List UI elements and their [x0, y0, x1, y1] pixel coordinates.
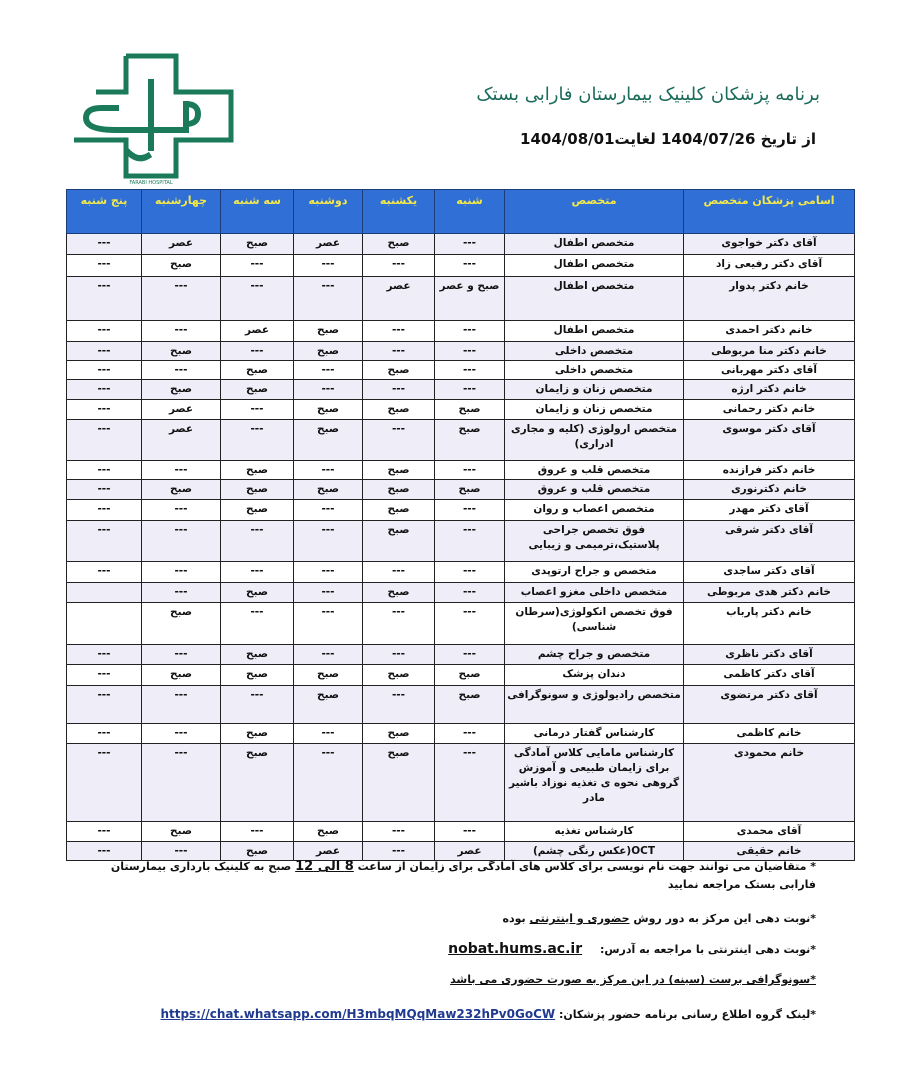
- table-row: [67, 686, 855, 724]
- schedule-cell: صبح: [435, 480, 505, 500]
- schedule-cell: عصر: [142, 420, 221, 461]
- schedule-cell: ---: [363, 842, 435, 861]
- note-booking-methods: [503, 912, 816, 925]
- schedule-cell: صبح: [435, 420, 505, 461]
- doctor-name: خانم دکتر ارژه: [684, 380, 855, 400]
- schedule-cell: صبح: [142, 342, 221, 361]
- schedule-cell: عصر: [435, 842, 505, 861]
- schedule-cell: ---: [67, 234, 142, 255]
- table-row: [67, 400, 855, 420]
- schedule-cell: صبح: [221, 842, 294, 861]
- schedule-cell: ---: [435, 822, 505, 842]
- schedule-cell: ---: [67, 645, 142, 665]
- schedule-cell: ---: [142, 361, 221, 380]
- schedule-cell: ---: [294, 380, 363, 400]
- table-row: [67, 822, 855, 842]
- specialty: متخصص اطفال: [505, 277, 684, 321]
- schedule-cell: صبح: [363, 361, 435, 380]
- table-row: [67, 724, 855, 744]
- doctor-name: آقای دکتر کاظمی: [684, 665, 855, 686]
- doctor-name: آقای دکتر مهربانی: [684, 361, 855, 380]
- table-row: [67, 562, 855, 583]
- schedule-cell: ---: [67, 400, 142, 420]
- note-online-text: *نوبت دهی اینترنتی با مراجعه به آدرس:: [599, 943, 816, 956]
- schedule-cell: ---: [67, 321, 142, 342]
- schedule-cell: ---: [363, 603, 435, 645]
- date-range: از تاریخ 1404/07/26 لغایت1404/08/01: [520, 130, 816, 148]
- schedule-cell: صبح: [142, 665, 221, 686]
- schedule-cell: صبح: [294, 665, 363, 686]
- note-online-booking: [448, 941, 816, 957]
- schedule-cell: ---: [67, 461, 142, 480]
- schedule-cell: ---: [363, 380, 435, 400]
- doctor-name: آقای دکتر رفیعی زاد: [684, 255, 855, 277]
- schedule-cell: ---: [294, 603, 363, 645]
- schedule-cell: ---: [435, 583, 505, 603]
- schedule-cell: صبح: [221, 724, 294, 744]
- doctor-name: خانم محمودی: [684, 744, 855, 822]
- schedule-cell: ---: [294, 277, 363, 321]
- note-sonography: *سونوگرافی برست (سینه) در این مرکز به صورت حضوری می باشد: [450, 973, 816, 986]
- specialty: کارشناس مامایی کلاس آمادگی برای زایمان طبیعی و آموزش گروهی نحوه ی تغذیه نوزاد باشیر مادر: [505, 744, 684, 822]
- schedule-cell: صبح: [142, 480, 221, 500]
- schedule-cell: ---: [221, 562, 294, 583]
- specialty: متخصص اطفال: [505, 234, 684, 255]
- schedule-cell: عصر: [142, 234, 221, 255]
- schedule-cell: صبح: [221, 665, 294, 686]
- specialty: OCT(عکس رنگی چشم): [505, 842, 684, 861]
- schedule-cell: ---: [221, 521, 294, 562]
- schedule-cell: ---: [221, 603, 294, 645]
- table-row: [67, 420, 855, 461]
- doctor-name: آقای دکتر مهدر: [684, 500, 855, 521]
- schedule-cell: ---: [142, 583, 221, 603]
- schedule-cell: ---: [67, 521, 142, 562]
- schedule-cell: ---: [435, 255, 505, 277]
- schedule-cell: صبح: [363, 583, 435, 603]
- column-header: سه شنبه: [221, 190, 294, 234]
- table-row: [67, 380, 855, 400]
- schedule-cell: ---: [67, 724, 142, 744]
- schedule-cell: صبح: [363, 724, 435, 744]
- schedule-cell: ---: [142, 645, 221, 665]
- schedule-cell: ---: [294, 724, 363, 744]
- specialty: متخصص قلب و عروق: [505, 461, 684, 480]
- schedule-cell: ---: [142, 724, 221, 744]
- table-row: [67, 603, 855, 645]
- table-row: [67, 480, 855, 500]
- schedule-cell: صبح: [221, 461, 294, 480]
- schedule-cell: صبح: [142, 380, 221, 400]
- column-header: شنبه: [435, 190, 505, 234]
- schedule-cell: صبح: [363, 521, 435, 562]
- schedule-cell: ---: [435, 744, 505, 822]
- doctor-name: خانم دکتر پارباب: [684, 603, 855, 645]
- schedule-cell: ---: [142, 842, 221, 861]
- specialty: متخصص اطفال: [505, 255, 684, 277]
- schedule-cell: ---: [67, 562, 142, 583]
- schedule-cell: ---: [363, 645, 435, 665]
- schedule-cell: [67, 583, 142, 603]
- note-whatsapp: [160, 1007, 816, 1021]
- note-classes-text: * متقاضیان می توانند جهت نام نویسی برای کلاس های آمادگی برای زایمان از ساعت: [353, 860, 816, 873]
- schedule-cell: ---: [142, 521, 221, 562]
- specialty: متخصص زنان و زایمان: [505, 380, 684, 400]
- schedule-cell: ---: [67, 361, 142, 380]
- farabi-cross-logo-icon: [66, 52, 236, 187]
- doctor-name: آقای دکتر شرقی: [684, 521, 855, 562]
- schedule-cell: صبح: [221, 480, 294, 500]
- schedule-cell: ---: [294, 645, 363, 665]
- specialty: متخصص داخلی مغزو اعصاب: [505, 583, 684, 603]
- schedule-cell: ---: [67, 342, 142, 361]
- schedule-cell: ---: [67, 744, 142, 822]
- specialty: متخصص و جراح ارتوپدی: [505, 562, 684, 583]
- note-classes: [111, 858, 816, 894]
- specialty: متخصص اطفال: [505, 321, 684, 342]
- svg-text:FARABI HOSPITAL: FARABI HOSPITAL: [129, 180, 173, 186]
- schedule-cell: صبح: [363, 480, 435, 500]
- doctor-name: خانم دکتر احمدی: [684, 321, 855, 342]
- schedule-cell: ---: [363, 822, 435, 842]
- schedule-cell: عصر: [221, 321, 294, 342]
- table-header-row: [67, 190, 855, 234]
- page-title: برنامه پزشکان کلینیک بیمارستان فارابی بستک: [476, 84, 820, 105]
- farabi-logo: [66, 52, 236, 187]
- schedule-cell: صبح: [363, 744, 435, 822]
- schedule-cell: ---: [294, 255, 363, 277]
- schedule-cell: عصر: [294, 234, 363, 255]
- schedule-cell: ---: [67, 842, 142, 861]
- table-row: [67, 361, 855, 380]
- doctor-name: خانم دکتر فرازنده: [684, 461, 855, 480]
- schedule-cell: ---: [363, 562, 435, 583]
- table-row: [67, 277, 855, 321]
- table-row: [67, 521, 855, 562]
- note-classes-hours: 8 الی 12: [295, 859, 354, 874]
- schedule-cell: ---: [435, 342, 505, 361]
- schedule-cell: صبح: [294, 686, 363, 724]
- schedule-cell: ---: [142, 562, 221, 583]
- specialty: متخصص اعصاب و روان: [505, 500, 684, 521]
- schedule-cell: ---: [67, 420, 142, 461]
- schedule-cell: ---: [435, 461, 505, 480]
- schedule-cell: صبح: [221, 234, 294, 255]
- schedule-cell: صبح: [294, 480, 363, 500]
- specialty: کارشناس تغذیه: [505, 822, 684, 842]
- schedule-cell: صبح: [363, 461, 435, 480]
- schedule-table: [66, 189, 855, 861]
- schedule-cell: صبح: [142, 822, 221, 842]
- schedule-cell: ---: [294, 744, 363, 822]
- specialty: متخصص رادیولوژی و سونوگرافی: [505, 686, 684, 724]
- specialty: فوق تخصص جراحی پلاستیک،ترمیمی و زیبایی: [505, 521, 684, 562]
- schedule-cell: ---: [294, 521, 363, 562]
- schedule-cell: ---: [142, 744, 221, 822]
- doctor-name: خانم دکتر منا مربوطی: [684, 342, 855, 361]
- schedule-cell: عصر: [363, 277, 435, 321]
- specialty: متخصص قلب و عروق: [505, 480, 684, 500]
- schedule-cell: صبح: [294, 321, 363, 342]
- note-booking-text-2: بوده: [502, 912, 530, 925]
- schedule-cell: ---: [221, 686, 294, 724]
- schedule-cell: ---: [67, 277, 142, 321]
- schedule-cell: صبح: [221, 361, 294, 380]
- schedule-cell: ---: [363, 420, 435, 461]
- schedule-cell: ---: [435, 724, 505, 744]
- table-row: [67, 645, 855, 665]
- note-booking-text: *نوبت دهی این مرکز به دور روش: [629, 912, 816, 925]
- schedule-cell: ---: [435, 380, 505, 400]
- schedule-cell: ---: [67, 380, 142, 400]
- schedule-cell: ---: [221, 255, 294, 277]
- schedule-cell: ---: [142, 461, 221, 480]
- note-classes-text-2: صبح به کلینیک بارداری بیمارستان: [110, 860, 296, 873]
- specialty: متخصص داخلی: [505, 361, 684, 380]
- specialty: متخصص و جراح چشم: [505, 645, 684, 665]
- schedule-cell: صبح: [363, 234, 435, 255]
- schedule-cell: ---: [435, 321, 505, 342]
- schedule-cell: ---: [142, 500, 221, 521]
- schedule-cell: ---: [221, 342, 294, 361]
- specialty: دندان پزشک: [505, 665, 684, 686]
- note-classes-text-3: فارابی بستک مراجعه نمایید: [667, 878, 816, 891]
- schedule-cell: ---: [294, 500, 363, 521]
- table-row: [67, 255, 855, 277]
- column-header: پنج شنبه: [67, 190, 142, 234]
- schedule-cell: ---: [221, 277, 294, 321]
- nobat-link[interactable]: nobat.hums.ac.ir: [448, 941, 583, 957]
- doctor-name: آقای دکتر ناظری: [684, 645, 855, 665]
- schedule-cell: ---: [67, 480, 142, 500]
- schedule-cell: ---: [294, 461, 363, 480]
- schedule-cell: صبح: [435, 400, 505, 420]
- doctor-name: خانم دکتر رحمانی: [684, 400, 855, 420]
- schedule-cell: صبح: [221, 500, 294, 521]
- whatsapp-link[interactable]: https://chat.whatsapp.com/H3mbqMQqMaw232hPv0GoCW: [160, 1007, 556, 1021]
- schedule-cell: ---: [67, 686, 142, 724]
- schedule-cell: ---: [435, 521, 505, 562]
- doctor-name: آقای دکتر موسوی: [684, 420, 855, 461]
- schedule-cell: ---: [221, 400, 294, 420]
- column-header: چهارشنبه: [142, 190, 221, 234]
- schedule-cell: ---: [221, 822, 294, 842]
- table-row: [67, 744, 855, 822]
- doctor-name: خانم دکتر هدی مربوطی: [684, 583, 855, 603]
- schedule-cell: صبح: [363, 400, 435, 420]
- schedule-cell: صبح: [221, 645, 294, 665]
- schedule-cell: صبح: [294, 420, 363, 461]
- schedule-cell: ---: [435, 603, 505, 645]
- schedule-cell: ---: [294, 361, 363, 380]
- schedule-cell: ---: [67, 255, 142, 277]
- table-row: [67, 461, 855, 480]
- schedule-cell: ---: [142, 321, 221, 342]
- schedule-cell: صبح و عصر: [435, 277, 505, 321]
- column-header: یکشنبه: [363, 190, 435, 234]
- schedule-cell: صبح: [435, 665, 505, 686]
- column-header: متخصص: [505, 190, 684, 234]
- schedule-cell: صبح: [294, 342, 363, 361]
- schedule-cell: ---: [435, 645, 505, 665]
- schedule-cell: ---: [294, 583, 363, 603]
- doctor-name: خانم حقیقی: [684, 842, 855, 861]
- doctor-name: آقای دکتر خواجوی: [684, 234, 855, 255]
- doctor-name: آقای محمدی: [684, 822, 855, 842]
- schedule-cell: ---: [363, 686, 435, 724]
- note-booking-methods-highlight: حضوری و اینترنتی: [529, 912, 630, 925]
- schedule-cell: صبح: [363, 665, 435, 686]
- table-row: [67, 234, 855, 255]
- schedule-cell: ---: [142, 277, 221, 321]
- schedule-cell: صبح: [142, 255, 221, 277]
- schedule-cell: ---: [435, 500, 505, 521]
- schedule-cell: صبح: [435, 686, 505, 724]
- table-row: [67, 500, 855, 521]
- column-header: دوشنبه: [294, 190, 363, 234]
- table-row: [67, 665, 855, 686]
- table-row: [67, 321, 855, 342]
- schedule-cell: [67, 603, 142, 645]
- specialty: متخصص ارولوژی (کلیه و مجاری ادراری): [505, 420, 684, 461]
- schedule-cell: ---: [294, 562, 363, 583]
- doctor-name: خانم دکتر پدوار: [684, 277, 855, 321]
- schedule-cell: صبح: [363, 500, 435, 521]
- table-row: [67, 583, 855, 603]
- schedule-cell: صبح: [221, 744, 294, 822]
- schedule-cell: ---: [67, 665, 142, 686]
- schedule-cell: ---: [435, 234, 505, 255]
- schedule-cell: ---: [142, 686, 221, 724]
- schedule-cell: صبح: [294, 822, 363, 842]
- column-header: اسامی پزشکان متخصص: [684, 190, 855, 234]
- schedule-cell: ---: [221, 420, 294, 461]
- schedule-cell: صبح: [221, 380, 294, 400]
- schedule-cell: صبح: [221, 583, 294, 603]
- schedule-cell: ---: [67, 500, 142, 521]
- doctor-name: خانم دکترنوری: [684, 480, 855, 500]
- specialty: فوق تخصص انکولوژی(سرطان شناسی): [505, 603, 684, 645]
- schedule-cell: ---: [363, 255, 435, 277]
- doctor-name: آقای دکتر ساجدی: [684, 562, 855, 583]
- specialty: کارشناس گفتار درمانی: [505, 724, 684, 744]
- schedule-cell: ---: [67, 822, 142, 842]
- note-whatsapp-text: *لینک گروه اطلاع رسانی برنامه حضور پزشکان:: [558, 1008, 816, 1021]
- doctor-name: خانم کاظمی: [684, 724, 855, 744]
- schedule-cell: صبح: [294, 400, 363, 420]
- specialty: متخصص داخلی: [505, 342, 684, 361]
- schedule-cell: ---: [435, 361, 505, 380]
- schedule-cell: عصر: [142, 400, 221, 420]
- table-row: [67, 342, 855, 361]
- schedule-cell: صبح: [142, 603, 221, 645]
- schedule-cell: ---: [363, 342, 435, 361]
- doctor-name: آقای دکتر مرتضوی: [684, 686, 855, 724]
- schedule-cell: ---: [363, 321, 435, 342]
- specialty: متخصص زنان و زایمان: [505, 400, 684, 420]
- schedule-cell: ---: [435, 562, 505, 583]
- schedule-cell: عصر: [294, 842, 363, 861]
